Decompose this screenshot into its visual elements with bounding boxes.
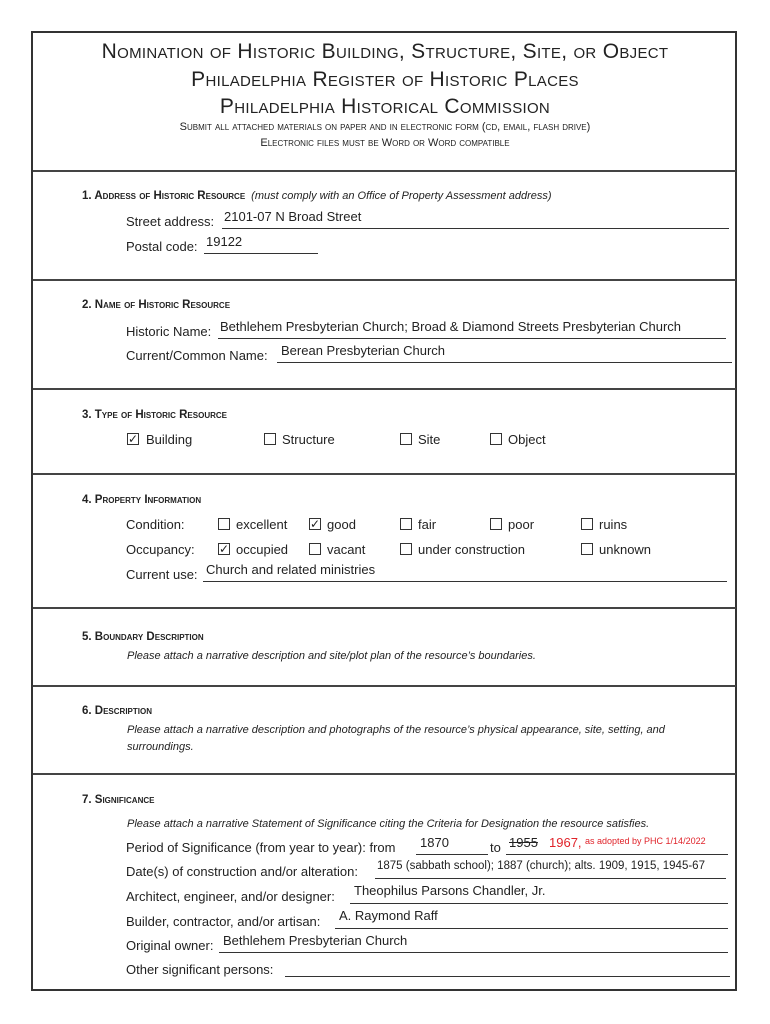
section-divider xyxy=(33,607,736,609)
common-name-value: Berean Presbyterian Church xyxy=(281,343,446,358)
significance-instructions: Please attach a narrative Statement of Significance citing the Criteria for Designation the resource satisfies. xyxy=(127,818,650,830)
section-3-heading: 3. Type of Historic Resource xyxy=(82,409,227,421)
section-divider xyxy=(33,279,736,281)
period-label: Period of Significance (from year to year): from xyxy=(126,840,396,855)
architect-label: Architect, engineer, and/or designer: xyxy=(126,889,335,904)
unknown-label: unknown xyxy=(599,542,652,557)
occupancy-label: Occupancy: xyxy=(126,542,195,557)
construction-dates-label: Date(s) of construction and/or alteration: xyxy=(126,864,358,879)
period-to-struck-value: 1955 xyxy=(509,835,538,850)
vacant-checkbox[interactable] xyxy=(309,543,321,555)
historic-name-label: Historic Name: xyxy=(126,324,212,339)
poor-label: poor xyxy=(508,517,535,532)
period-to-field[interactable] xyxy=(506,854,728,855)
historic-name-value: Bethlehem Presbyterian Church; Broad & Diamond Streets Presbyterian Church xyxy=(220,319,681,334)
section-divider xyxy=(33,170,736,172)
object-label: Object xyxy=(508,432,546,447)
commission-title: Philadelphia Historical Commission xyxy=(219,95,551,118)
fair-label: fair xyxy=(418,517,437,532)
original-owner-label: Original owner: xyxy=(126,938,214,953)
architect-field[interactable] xyxy=(350,903,728,904)
file-format-instructions: Electronic files must be Word or Word compatible xyxy=(260,137,510,149)
common-name-label: Current/Common Name: xyxy=(126,348,268,363)
excellent-label: excellent xyxy=(236,517,288,532)
section-4-heading: 4. Property Information xyxy=(82,494,202,506)
section-divider xyxy=(33,388,736,390)
builder-label: Builder, contractor, and/or artisan: xyxy=(126,914,321,929)
building-label: Building xyxy=(146,432,193,447)
construction-dates-field[interactable] xyxy=(375,878,726,879)
section-5-heading: 5. Boundary Description xyxy=(82,631,204,643)
builder-value: A. Raymond Raff xyxy=(339,908,438,923)
period-from-field[interactable] xyxy=(416,854,488,855)
boundary-instructions: Please attach a narrative description and site/plot plan of the resource’s boundaries. xyxy=(127,650,536,662)
section-divider xyxy=(33,473,736,475)
vacant-label: vacant xyxy=(327,542,366,557)
other-persons-field[interactable] xyxy=(285,976,730,977)
builder-field[interactable] xyxy=(335,928,728,929)
architect-value: Theophilus Parsons Chandler, Jr. xyxy=(354,883,546,898)
postal-code-field[interactable] xyxy=(204,253,318,254)
common-name-field[interactable] xyxy=(277,362,732,363)
section-2-heading: 2. Name of Historic Resource xyxy=(82,299,231,311)
good-checkbox[interactable]: ✓ xyxy=(310,517,321,531)
postal-code-label: Postal code: xyxy=(126,239,198,254)
section-divider xyxy=(33,685,736,687)
construction-dates-value: 1875 (sabbath school); 1887 (church); alts. 1909, 1915, 1945-67 xyxy=(377,860,705,872)
condition-label: Condition: xyxy=(126,517,185,532)
building-checkbox[interactable]: ✓ xyxy=(128,432,139,446)
period-to-new-value: 1967, xyxy=(549,835,582,850)
occupied-label: occupied xyxy=(236,542,289,557)
site-checkbox[interactable] xyxy=(400,433,412,445)
under-construction-checkbox[interactable] xyxy=(400,543,412,555)
ruins-checkbox[interactable] xyxy=(581,518,593,530)
poor-checkbox[interactable] xyxy=(490,518,502,530)
postal-code-value: 19122 xyxy=(206,234,243,249)
section-1-heading: 1. Address of Historic Resource (must comply with an Office of Property Assessment address) xyxy=(82,190,552,202)
other-persons-label: Other significant persons: xyxy=(126,962,274,977)
submit-instructions: Submit all attached materials on paper and in electronic form (cd, email, flash drive) xyxy=(179,121,591,133)
structure-label: Structure xyxy=(282,432,335,447)
period-to-label: to xyxy=(490,840,501,855)
current-use-value: Church and related ministries xyxy=(206,562,376,577)
section-7-heading: 7. Significance xyxy=(82,794,155,806)
section-divider xyxy=(33,773,736,775)
period-from-value: 1870 xyxy=(420,835,449,850)
good-label: good xyxy=(327,517,356,532)
historic-name-field[interactable] xyxy=(218,338,726,339)
unknown-checkbox[interactable] xyxy=(581,543,593,555)
street-address-field[interactable] xyxy=(222,228,729,229)
form-title: Nomination of Historic Building, Structure, Site, or Object xyxy=(101,40,669,63)
structure-checkbox[interactable] xyxy=(264,433,276,445)
ruins-label: ruins xyxy=(599,517,628,532)
site-label: Site xyxy=(418,432,441,447)
occupied-checkbox[interactable]: ✓ xyxy=(219,542,230,556)
current-use-field[interactable] xyxy=(203,581,727,582)
excellent-checkbox[interactable] xyxy=(218,518,230,530)
street-address-value: 2101-07 N Broad Street xyxy=(224,209,362,224)
register-title: Philadelphia Register of Historic Places xyxy=(191,68,579,91)
original-owner-field[interactable] xyxy=(219,952,728,953)
adoption-note: as adopted by PHC 1/14/2022 xyxy=(585,836,706,846)
fair-checkbox[interactable] xyxy=(400,518,412,530)
original-owner-value: Bethlehem Presbyterian Church xyxy=(223,933,408,948)
section-6-heading: 6. Description xyxy=(82,705,152,717)
section-1-note: (must comply with an Office of Property Assessment address) xyxy=(251,190,552,202)
current-use-label: Current use: xyxy=(126,567,198,582)
street-address-label: Street address: xyxy=(126,214,215,229)
under-construction-label: under construction xyxy=(418,542,525,557)
description-instructions: Please attach a narrative description and photographs of the resource’s physical appearance, site, setting, and surroundings. xyxy=(127,724,665,753)
object-checkbox[interactable] xyxy=(490,433,502,445)
